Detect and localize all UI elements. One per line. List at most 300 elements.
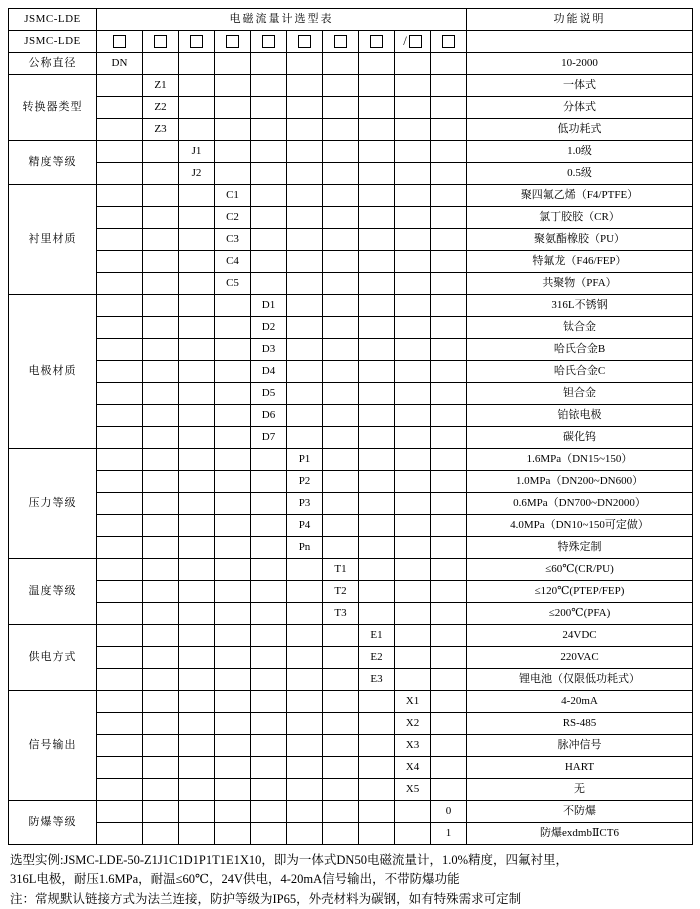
empty-cell <box>251 691 287 713</box>
empty-cell <box>97 691 143 713</box>
empty-cell <box>287 97 323 119</box>
empty-cell <box>431 383 467 405</box>
table-row <box>9 427 693 449</box>
empty-cell <box>431 405 467 427</box>
empty-cell <box>359 779 395 801</box>
empty-cell <box>97 823 143 845</box>
empty-cell <box>179 647 215 669</box>
empty-cell <box>431 537 467 559</box>
empty-cell <box>251 75 287 97</box>
option-code-cell[interactable]: D4 <box>251 361 287 383</box>
empty-cell <box>287 119 323 141</box>
empty-cell <box>359 361 395 383</box>
code-checkbox-cell[interactable] <box>323 31 359 53</box>
empty-cell <box>251 493 287 515</box>
empty-cell <box>97 713 143 735</box>
empty-cell <box>323 537 359 559</box>
row-group-label: 衬里材质 <box>9 185 97 295</box>
empty-cell <box>251 801 287 823</box>
code-checkbox-cell[interactable] <box>431 31 467 53</box>
empty-cell <box>323 229 359 251</box>
table-row <box>9 449 693 471</box>
empty-cell <box>287 625 323 647</box>
empty-cell <box>287 603 323 625</box>
empty-cell <box>143 471 179 493</box>
empty-cell <box>395 449 431 471</box>
empty-cell <box>431 185 467 207</box>
empty-cell <box>143 801 179 823</box>
empty-cell <box>359 713 395 735</box>
option-code-cell[interactable]: Pn <box>287 537 323 559</box>
empty-cell <box>395 515 431 537</box>
empty-cell <box>431 559 467 581</box>
notes-block <box>8 851 692 909</box>
row-group-label: 压力等级 <box>9 449 97 559</box>
empty-cell <box>431 603 467 625</box>
empty-cell <box>251 119 287 141</box>
empty-cell <box>143 823 179 845</box>
empty-cell <box>143 383 179 405</box>
option-code-cell[interactable]: D6 <box>251 405 287 427</box>
empty-cell <box>251 97 287 119</box>
option-description-cell: 铂铱电极 <box>467 405 693 427</box>
empty-cell <box>179 559 215 581</box>
empty-cell <box>251 757 287 779</box>
empty-cell <box>97 97 143 119</box>
option-description-cell: 特氟龙（F46/FEP） <box>467 251 693 273</box>
empty-cell <box>215 735 251 757</box>
option-description-cell: HART <box>467 757 693 779</box>
empty-cell <box>251 229 287 251</box>
option-description-cell: 碳化钨 <box>467 427 693 449</box>
checkbox-icon[interactable] <box>442 35 455 48</box>
table-row <box>9 493 693 515</box>
empty-cell <box>97 779 143 801</box>
empty-cell <box>359 383 395 405</box>
empty-cell <box>359 405 395 427</box>
option-code-cell[interactable]: D7 <box>251 427 287 449</box>
checkbox-icon[interactable] <box>409 35 422 48</box>
empty-cell <box>97 295 143 317</box>
option-code-cell[interactable]: J2 <box>179 163 215 185</box>
option-code-cell[interactable]: E2 <box>359 647 395 669</box>
empty-cell <box>359 185 395 207</box>
empty-cell <box>287 801 323 823</box>
empty-cell <box>143 515 179 537</box>
empty-cell <box>215 757 251 779</box>
table-row <box>9 119 693 141</box>
option-code-cell[interactable]: P4 <box>287 515 323 537</box>
option-code-cell[interactable]: C5 <box>215 273 251 295</box>
option-code-cell[interactable]: X3 <box>395 735 431 757</box>
empty-cell <box>215 427 251 449</box>
empty-cell <box>287 647 323 669</box>
empty-cell <box>395 559 431 581</box>
empty-cell <box>215 295 251 317</box>
empty-cell <box>287 207 323 229</box>
empty-cell <box>97 273 143 295</box>
empty-cell <box>287 361 323 383</box>
empty-cell <box>143 361 179 383</box>
code-checkbox-cell[interactable] <box>251 31 287 53</box>
empty-cell <box>97 207 143 229</box>
option-code-cell[interactable]: C4 <box>215 251 251 273</box>
empty-cell <box>323 207 359 229</box>
table-row <box>9 537 693 559</box>
empty-cell <box>215 625 251 647</box>
empty-cell <box>431 251 467 273</box>
option-code-cell[interactable]: C3 <box>215 229 251 251</box>
empty-cell <box>431 493 467 515</box>
code-checkbox-cell[interactable] <box>143 31 179 53</box>
code-checkbox-cell[interactable] <box>179 31 215 53</box>
option-description-cell: 氯丁胶胶（CR） <box>467 207 693 229</box>
table-row <box>9 405 693 427</box>
empty-cell <box>143 669 179 691</box>
model-prefix-cell: JSMC-LDE <box>9 9 97 31</box>
empty-cell <box>251 515 287 537</box>
empty-cell <box>251 251 287 273</box>
empty-cell <box>179 801 215 823</box>
empty-cell <box>323 757 359 779</box>
empty-cell <box>287 317 323 339</box>
empty-cell <box>215 779 251 801</box>
empty-cell <box>395 801 431 823</box>
option-code-cell[interactable]: E3 <box>359 669 395 691</box>
empty-cell <box>97 493 143 515</box>
empty-cell <box>359 97 395 119</box>
empty-cell <box>179 119 215 141</box>
empty-cell <box>287 163 323 185</box>
empty-cell <box>97 339 143 361</box>
empty-cell <box>395 141 431 163</box>
table-row <box>9 317 693 339</box>
empty-cell <box>251 163 287 185</box>
option-code-cell[interactable]: Z2 <box>143 97 179 119</box>
code-checkbox-cell[interactable] <box>215 31 251 53</box>
option-code-cell[interactable]: C1 <box>215 185 251 207</box>
option-code-cell[interactable]: 1 <box>431 823 467 845</box>
empty-cell <box>395 207 431 229</box>
empty-cell <box>431 427 467 449</box>
empty-cell <box>431 207 467 229</box>
checkbox-icon[interactable] <box>190 35 203 48</box>
empty-cell <box>431 691 467 713</box>
empty-cell <box>431 713 467 735</box>
empty-cell <box>395 119 431 141</box>
option-description-cell: 一体式 <box>467 75 693 97</box>
empty-cell <box>323 119 359 141</box>
empty-cell <box>323 295 359 317</box>
empty-cell <box>395 427 431 449</box>
empty-cell <box>287 251 323 273</box>
empty-cell <box>287 427 323 449</box>
option-description-cell: 哈氏合金B <box>467 339 693 361</box>
option-description-cell: 24VDC <box>467 625 693 647</box>
empty-cell <box>97 647 143 669</box>
empty-cell <box>287 735 323 757</box>
empty-cell <box>395 339 431 361</box>
option-code-cell[interactable]: Z1 <box>143 75 179 97</box>
checkbox-icon[interactable] <box>154 35 167 48</box>
empty-cell <box>395 383 431 405</box>
empty-cell <box>359 317 395 339</box>
option-code-cell[interactable]: D1 <box>251 295 287 317</box>
empty-cell <box>287 75 323 97</box>
option-code-cell[interactable]: E1 <box>359 625 395 647</box>
empty-cell <box>215 515 251 537</box>
empty-cell <box>287 713 323 735</box>
empty-cell <box>179 97 215 119</box>
option-description-cell: 防爆exdmbⅡCT6 <box>467 823 693 845</box>
empty-cell <box>359 163 395 185</box>
empty-cell <box>215 75 251 97</box>
empty-cell <box>215 801 251 823</box>
empty-cell <box>323 801 359 823</box>
empty-cell <box>179 185 215 207</box>
table-row <box>9 515 693 537</box>
empty-cell <box>179 251 215 273</box>
empty-cell <box>395 471 431 493</box>
table-row <box>9 295 693 317</box>
empty-cell <box>431 317 467 339</box>
empty-cell <box>359 823 395 845</box>
empty-cell <box>97 559 143 581</box>
option-code-cell[interactable]: X1 <box>395 691 431 713</box>
checkbox-icon[interactable] <box>298 35 311 48</box>
option-code-cell[interactable]: X2 <box>395 713 431 735</box>
checkbox-icon[interactable] <box>262 35 275 48</box>
empty-cell <box>431 295 467 317</box>
option-description-cell: 1.6MPa（DN15~150） <box>467 449 693 471</box>
empty-cell <box>251 823 287 845</box>
row-group-label: 转换器类型 <box>9 75 97 141</box>
empty-cell <box>395 229 431 251</box>
table-row <box>9 471 693 493</box>
empty-cell <box>179 669 215 691</box>
empty-cell <box>287 405 323 427</box>
option-description-cell: 无 <box>467 779 693 801</box>
empty-cell <box>179 317 215 339</box>
empty-cell <box>143 449 179 471</box>
code-checkbox-cell[interactable] <box>359 31 395 53</box>
row-group-label: 供电方式 <box>9 625 97 691</box>
empty-cell <box>395 163 431 185</box>
empty-cell <box>323 317 359 339</box>
model-prefix-cell-2: JSMC-LDE <box>9 31 97 53</box>
empty-cell <box>287 383 323 405</box>
empty-cell <box>97 251 143 273</box>
option-code-cell[interactable]: C2 <box>215 207 251 229</box>
empty-cell <box>287 185 323 207</box>
empty-cell <box>179 493 215 515</box>
empty-cell <box>251 647 287 669</box>
empty-cell <box>215 141 251 163</box>
option-description-cell: 不防爆 <box>467 801 693 823</box>
empty-cell <box>395 273 431 295</box>
checkbox-icon[interactable] <box>113 35 126 48</box>
empty-cell <box>251 713 287 735</box>
option-code-cell[interactable]: P1 <box>287 449 323 471</box>
empty-cell <box>179 207 215 229</box>
table-row <box>9 603 693 625</box>
empty-cell <box>431 581 467 603</box>
option-code-cell[interactable]: P2 <box>287 471 323 493</box>
empty-cell <box>359 449 395 471</box>
empty-cell <box>359 273 395 295</box>
empty-cell <box>395 603 431 625</box>
empty-cell <box>97 229 143 251</box>
empty-cell <box>467 31 693 53</box>
empty-cell <box>215 361 251 383</box>
option-description-cell: 锂电池（仅限低功耗式） <box>467 669 693 691</box>
empty-cell <box>143 603 179 625</box>
empty-cell <box>179 537 215 559</box>
empty-cell <box>323 471 359 493</box>
row-group-label: 防爆等级 <box>9 801 97 845</box>
empty-cell <box>179 75 215 97</box>
empty-cell <box>143 537 179 559</box>
option-description-cell: ≤60℃(CR/PU) <box>467 559 693 581</box>
option-code-cell[interactable]: T1 <box>323 559 359 581</box>
option-description-cell: 0.5级 <box>467 163 693 185</box>
table-row <box>9 779 693 801</box>
empty-cell <box>431 625 467 647</box>
option-code-cell[interactable]: Z3 <box>143 119 179 141</box>
empty-cell <box>323 779 359 801</box>
empty-cell <box>287 559 323 581</box>
table-row <box>9 383 693 405</box>
option-description-cell: 4.0MPa（DN10~150可定做） <box>467 515 693 537</box>
empty-cell <box>143 273 179 295</box>
note-line-2: 316L电极，耐压1.6MPa，耐温≤60℃，24V供电，4-20mA信号输出，不带防爆功能 <box>10 872 460 887</box>
checkbox-icon[interactable] <box>226 35 239 48</box>
empty-cell <box>359 559 395 581</box>
checkbox-icon[interactable] <box>334 35 347 48</box>
option-code-cell[interactable]: D3 <box>251 339 287 361</box>
empty-cell <box>143 207 179 229</box>
option-code-cell[interactable]: X5 <box>395 779 431 801</box>
empty-cell <box>323 97 359 119</box>
empty-cell <box>359 801 395 823</box>
empty-cell <box>251 185 287 207</box>
empty-cell <box>251 449 287 471</box>
checkbox-row <box>9 31 693 53</box>
empty-cell <box>395 823 431 845</box>
option-description-cell: 共聚物（PFA） <box>467 273 693 295</box>
option-description-cell: 聚氨酯橡胶（PU） <box>467 229 693 251</box>
empty-cell <box>97 427 143 449</box>
option-description-cell: 钽合金 <box>467 383 693 405</box>
option-code-cell[interactable]: J1 <box>179 141 215 163</box>
empty-cell <box>395 251 431 273</box>
empty-cell <box>431 229 467 251</box>
empty-cell <box>143 185 179 207</box>
empty-cell <box>359 581 395 603</box>
empty-cell <box>323 273 359 295</box>
code-checkbox-cell[interactable] <box>97 31 143 53</box>
table-row <box>9 141 693 163</box>
option-code-cell[interactable]: P3 <box>287 493 323 515</box>
empty-cell <box>287 141 323 163</box>
empty-cell <box>287 295 323 317</box>
empty-cell <box>179 757 215 779</box>
option-description-cell: 特殊定制 <box>467 537 693 559</box>
empty-cell <box>179 823 215 845</box>
option-description-cell: RS-485 <box>467 713 693 735</box>
table-row <box>9 53 693 75</box>
empty-cell <box>97 383 143 405</box>
empty-cell <box>97 361 143 383</box>
option-code-cell[interactable]: D2 <box>251 317 287 339</box>
option-description-cell: 低功耗式 <box>467 119 693 141</box>
checkbox-icon[interactable] <box>370 35 383 48</box>
empty-cell <box>287 229 323 251</box>
empty-cell <box>395 317 431 339</box>
empty-cell <box>143 559 179 581</box>
empty-cell <box>179 471 215 493</box>
empty-cell <box>251 625 287 647</box>
empty-cell <box>179 779 215 801</box>
empty-cell <box>395 53 431 75</box>
empty-cell <box>323 405 359 427</box>
option-code-cell[interactable]: X4 <box>395 757 431 779</box>
empty-cell <box>179 625 215 647</box>
empty-cell <box>143 779 179 801</box>
empty-cell <box>215 471 251 493</box>
empty-cell <box>251 581 287 603</box>
empty-cell <box>359 691 395 713</box>
option-code-cell[interactable]: T3 <box>323 603 359 625</box>
empty-cell <box>395 295 431 317</box>
code-checkbox-cell[interactable] <box>287 31 323 53</box>
empty-cell <box>359 119 395 141</box>
empty-cell <box>215 317 251 339</box>
empty-cell <box>431 449 467 471</box>
empty-cell <box>215 119 251 141</box>
empty-cell <box>431 361 467 383</box>
option-description-cell: 脉冲信号 <box>467 735 693 757</box>
model-selection-table <box>8 8 693 845</box>
empty-cell <box>395 97 431 119</box>
empty-cell <box>97 163 143 185</box>
empty-cell <box>431 471 467 493</box>
option-description-cell: 220VAC <box>467 647 693 669</box>
empty-cell <box>287 669 323 691</box>
table-row <box>9 559 693 581</box>
empty-cell <box>179 449 215 471</box>
empty-cell <box>359 757 395 779</box>
empty-cell <box>215 713 251 735</box>
empty-cell <box>97 405 143 427</box>
option-code-cell[interactable]: DN <box>97 53 143 75</box>
empty-cell <box>323 735 359 757</box>
empty-cell <box>359 295 395 317</box>
empty-cell <box>395 647 431 669</box>
option-code-cell[interactable]: 0 <box>431 801 467 823</box>
option-description-cell: 1.0级 <box>467 141 693 163</box>
empty-cell <box>287 691 323 713</box>
empty-cell <box>179 427 215 449</box>
slash-checkbox-cell[interactable] <box>395 31 431 53</box>
option-code-cell[interactable]: T2 <box>323 581 359 603</box>
option-code-cell[interactable]: D5 <box>251 383 287 405</box>
empty-cell <box>359 53 395 75</box>
note-line-1: 选型实例:JSMC-LDE-50-Z1J1C1D1P1T1E1X10，即为一体式DN50电磁流量计，1.0%精度，四氟衬里， <box>10 853 568 867</box>
empty-cell <box>215 97 251 119</box>
empty-cell <box>431 53 467 75</box>
empty-cell <box>395 405 431 427</box>
